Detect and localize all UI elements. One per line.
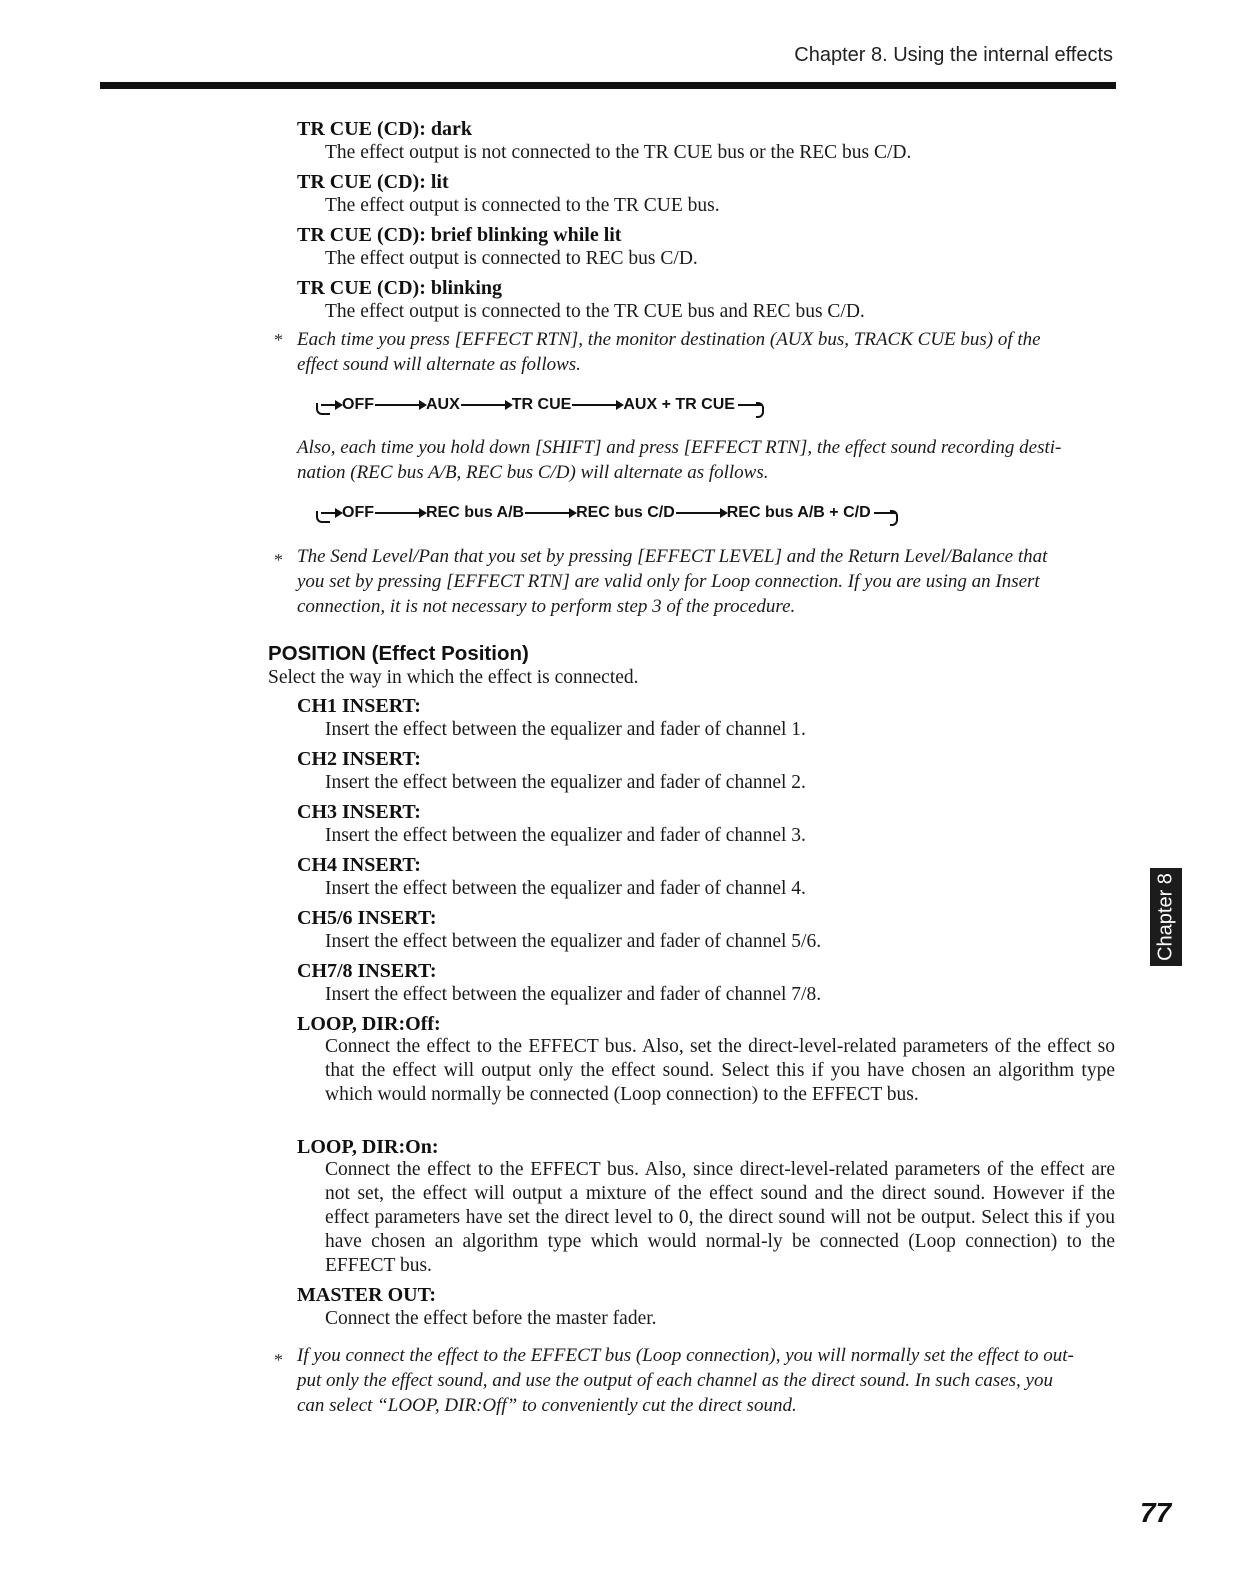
note-line: you set by pressing [EFFECT RTN] are valid only for Loop connection. If you are using an Insert [297, 571, 1040, 592]
desc-tr-cue-brief-blinking: The effect output is connected to REC bus C/D. [325, 248, 698, 269]
arrow-icon [321, 404, 341, 406]
arrow-icon [321, 512, 341, 514]
arrow-icon [676, 512, 726, 514]
section-heading-position: POSITION (Effect Position) [268, 642, 529, 665]
note-monitor-destination [297, 327, 1117, 377]
cycle-step: AUX [426, 396, 460, 413]
term-loop-dir-off: LOOP, DIR:Off: [297, 1013, 441, 1035]
term-master-out: MASTER OUT: [297, 1284, 437, 1306]
note-line: Also, each time you hold down [SHIFT] and press [EFFECT RTN], the effect sound recording desti- [297, 437, 1062, 458]
note-line: connection, it is not necessary to perform step 3 of the procedure. [297, 596, 796, 617]
note-line: nation (REC bus A/B, REC bus C/D) will alternate as follows. [297, 462, 769, 483]
header-rule [100, 82, 1116, 89]
arrow-icon [525, 512, 575, 514]
note-line: can select “LOOP, DIR:Off” to conveniently cut the direct sound. [297, 1395, 797, 1416]
note-line: The Send Level/Pan that you set by pressing [EFFECT LEVEL] and the Return Level/Balance that [297, 546, 1048, 567]
term-loop-dir-on: LOOP, DIR:On: [297, 1136, 439, 1158]
desc-ch2-insert: Insert the effect between the equalizer and fader of channel 2. [325, 772, 806, 793]
arrow-icon [375, 404, 425, 406]
note-asterisk: * [274, 330, 283, 350]
term-ch78-insert: CH7/8 INSERT: [297, 960, 437, 982]
cycle-step: AUX + TR CUE [623, 396, 735, 413]
note-asterisk: * [274, 550, 283, 570]
page-number: 77 [1140, 1497, 1172, 1528]
term-ch56-insert: CH5/6 INSERT: [297, 907, 437, 929]
arrow-icon [572, 404, 622, 406]
desc-loop-dir-on: Connect the effect to the EFFECT bus. Also, since direct-level-related parameters of the effect are not set, the effect will output a mixture of the effect sound and the direct sound. However if the effect parameters have set the direct level to 0, the direct sound will not be output. Select this if you have chosen an algorithm type which would normal-ly be connected (Loop connection) to the EFFECT bus. [325, 1159, 1115, 1276]
desc-master-out: Connect the effect before the master fader. [325, 1308, 657, 1329]
note-line: effect sound will alternate as follows. [297, 354, 581, 375]
chapter-side-tab-label: Chapter 8 [1154, 873, 1177, 961]
note-loop-only [297, 544, 1117, 619]
cycle-step: OFF [342, 504, 374, 521]
term-ch4-insert: CH4 INSERT: [297, 854, 421, 876]
cycle-step: REC bus A/B + C/D [726, 504, 871, 521]
term-tr-cue-lit: TR CUE (CD): lit [297, 171, 449, 193]
arrow-icon [461, 404, 511, 406]
note-line: put only the effect sound, and use the output of each channel as the direct sound. In such cases, you [297, 1370, 1053, 1391]
chapter-side-tab [1150, 868, 1182, 966]
term-ch2-insert: CH2 INSERT: [297, 748, 421, 770]
cycle-return-right [890, 510, 898, 526]
term-ch1-insert: CH1 INSERT: [297, 695, 421, 717]
note-line: If you connect the effect to the EFFECT bus (Loop connection), you will normally set the effect to out- [297, 1345, 1074, 1366]
desc-ch1-insert: Insert the effect between the equalizer and fader of channel 1. [325, 719, 806, 740]
desc-ch56-insert: Insert the effect between the equalizer and fader of channel 5/6. [325, 931, 822, 952]
note-loop-dir-off-tip [297, 1343, 1117, 1418]
term-ch3-insert: CH3 INSERT: [297, 801, 421, 823]
desc-tr-cue-blinking: The effect output is connected to the TR CUE bus and REC bus C/D. [325, 301, 865, 322]
desc-tr-cue-dark: The effect output is not connected to the TR CUE bus or the REC bus C/D. [325, 142, 912, 163]
term-tr-cue-dark: TR CUE (CD): dark [297, 118, 472, 140]
desc-ch3-insert: Insert the effect between the equalizer and fader of channel 3. [325, 825, 806, 846]
cycle-step: TR CUE [511, 396, 572, 413]
note-line: Each time you press [EFFECT RTN], the monitor destination (AUX bus, TRACK CUE bus) of the [297, 329, 1041, 350]
cycle-return-right [756, 402, 764, 418]
cycle-step: OFF [342, 396, 374, 413]
term-tr-cue-brief-blinking: TR CUE (CD): brief blinking while lit [297, 224, 622, 246]
desc-ch78-insert: Insert the effect between the equalizer and fader of channel 7/8. [325, 984, 822, 1005]
note-asterisk: * [274, 1350, 283, 1370]
section-intro: Select the way in which the effect is connected. [268, 667, 639, 688]
term-tr-cue-blinking: TR CUE (CD): blinking [297, 277, 503, 299]
note-recording-destination [297, 435, 1127, 485]
desc-ch4-insert: Insert the effect between the equalizer and fader of channel 4. [325, 878, 806, 899]
desc-loop-dir-off: Connect the effect to the EFFECT bus. Also, set the direct-level-related parameters of the effect so that the effect will output only the effect sound. Select this if you have chosen an algorithm type which would normally be connected (Loop connection) to the EFFECT bus. [325, 1036, 1115, 1105]
cycle-step: REC bus C/D [576, 504, 675, 521]
cycle-step: REC bus A/B [426, 504, 525, 521]
chapter-header: Chapter 8. Using the internal effects [794, 44, 1113, 66]
desc-tr-cue-lit: The effect output is connected to the TR CUE bus. [325, 195, 720, 216]
monitor-cycle-diagram [316, 392, 826, 422]
recording-cycle-diagram [316, 500, 976, 530]
arrow-icon [375, 512, 425, 514]
